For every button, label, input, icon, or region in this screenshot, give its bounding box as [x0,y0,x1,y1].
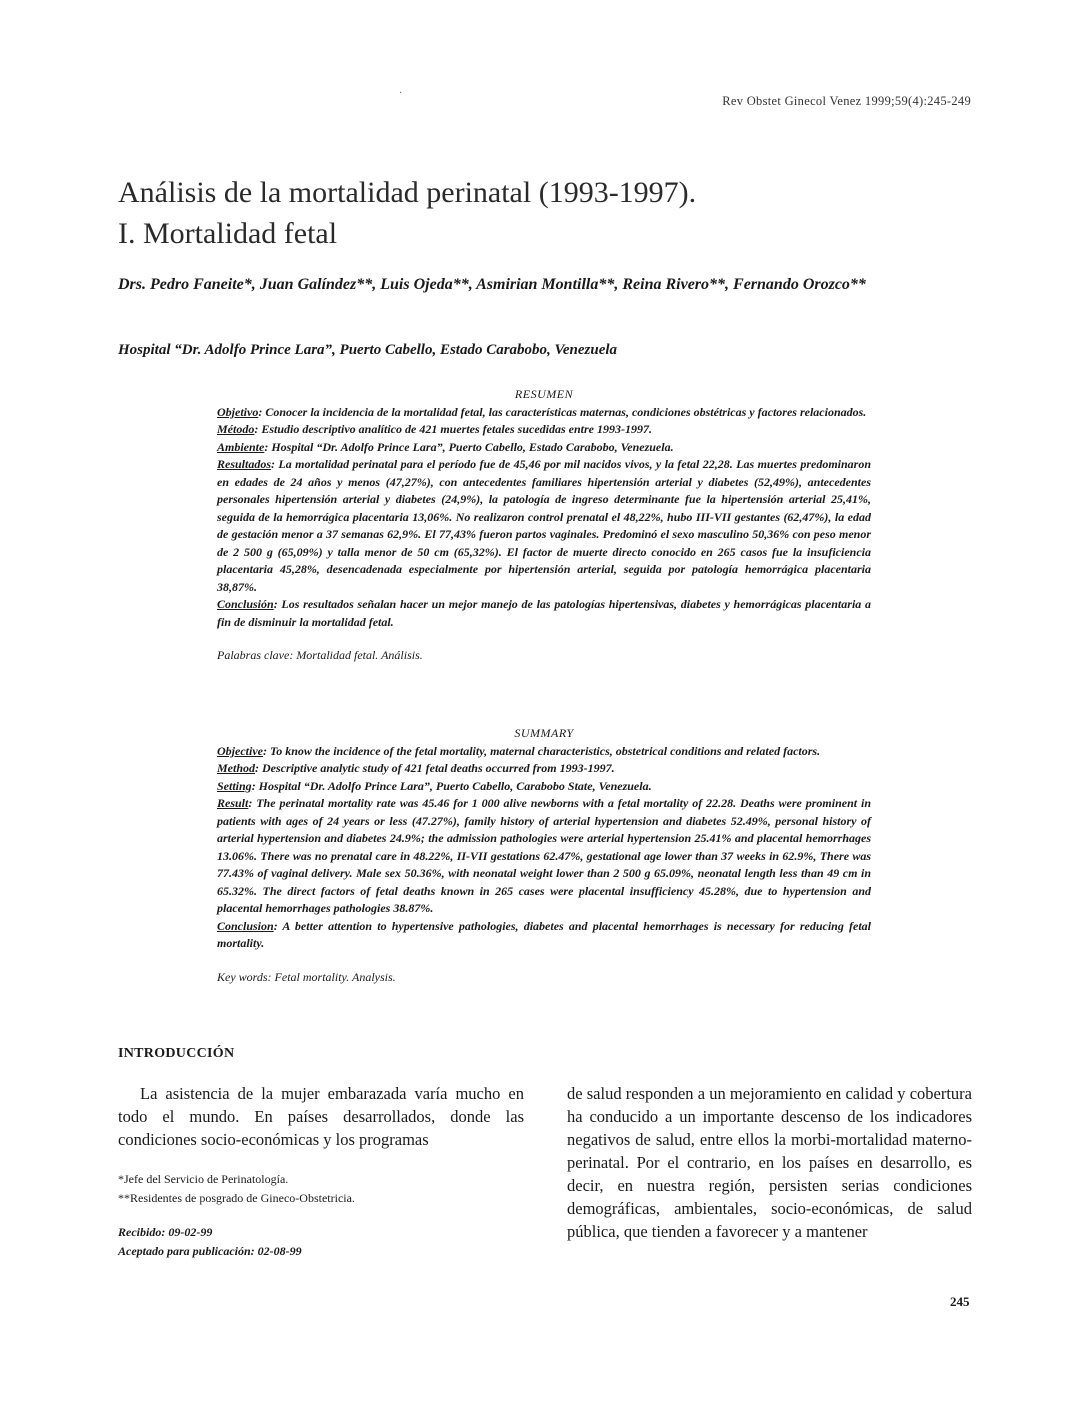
affiliation: Hospital “Dr. Adolfo Prince Lara”, Puerto Cabello, Estado Carabobo, Venezuela [118,342,618,358]
resultados-text: : La mortalidad perinatal para el período fue de 45,46 por mil nacidos vivos, y la fetal 22,28. Las muertes predominaron en edades de 24 años y menos (47,27%), con antecedentes familiares hipertensión arterial y diabetes (52,49%), antecedentes personales hipertensión arterial y diabetes (24,9%), la patología de ingreso determinante fue la hipertensión arterial 25,41%, seguida de la hemorrágica placentaria 13,06%. No realizaron control prenatal el 48,22%, hubo III-VII gestantes (62,47%), la edad de gestación menor a 37 semanas 62,9%. El 77,43% fueron partos vaginales. Predominó el sexo masculino 50,36% con peso menor de 2 500 g (65,09%) y talla menor de 50 cm (65,32%). El factor de muerte directo conocido en 265 casos fue la insuficiencia placentaria 45,28%, desencadenada especialmente por hipertensión arterial, seguida por patología hemorrágica placentaria 38,87%. [217,457,871,594]
conclusion-text: : Los resultados señalan hacer un mejor manejo de las patologías hipertensivas, diabetes y hemorrágicas placentaria a fin de disminuir la mortalidad fetal. [217,597,871,629]
article-title [118,172,696,254]
received-date: Recibido: 09-02-99 [118,1225,213,1239]
section-heading-introduccion: INTRODUCCIÓN [118,1046,235,1061]
key-words: Key words: Fetal mortality. Analysis. [217,969,396,984]
summary-conclusion-label: Conclusion [217,918,274,933]
objective-label: Objective [217,743,263,758]
summary-result [217,795,871,918]
summary-method [217,760,871,778]
author-list: Drs. Pedro Faneite*, Juan Galíndez**, Luis Ojeda**, Asmirian Montilla**, Reina Rivero**, Fernando Orozco** [118,276,866,293]
summary-conclusion-text: : A better attention to hypertensive pathologies, diabetes and placental hemorrhages is necessary for reducing fetal mortality. [217,918,871,950]
resumen-block [217,386,871,665]
result-text: : The perinatal mortality rate was 45.46 for 1 000 alive newborns with a fetal mortality of 22.28. Deaths were prominent in patients with ages of 24 years or less (47.27%), family history of arterial hypertension and diabetes 52.49%, personal history of arterial hypertension and diabetes 24.9%; the admission pathologies were arterial hypertension 25.41% and placental hemorrhages 13.06%. There was no prenatal care in 48.22%, II-VII gestations 62.47%, gestational age lower than 37 weeks in 62.9%, There was 77.43% of vaginal delivery. Male sex 50.36%, with neonatal weight lower than 2 500 g 65.09%, neonatal length less than 49 cm in 65.32%. The direct factors of fetal deaths known in 265 cases were placental insufficiency 45.28%, due to hypertension and placental hemorrhages pathologies 38.87%. [217,796,871,915]
body-column-right: de salud responden a un mejoramiento en calidad y cobertura ha conducido a un importante descenso de los indicadores negativos de salud, entre ellos la morbi-mortalidad materno-perinatal. Por el contrario, en los países en desarrollo, es decir, en nuestra región, persisten serias condiciones demográficas, ambientales, socio-económicas, de salud pública, que tienden a favorecer y a mantener [567,1084,972,1241]
resumen-conclusion [217,596,871,631]
title-line-1: Análisis de la mortalidad perinatal (1993-1997). [118,176,697,209]
resumen-heading: RESUMEN [514,387,574,401]
objetivo-text: : Conocer la incidencia de la mortalidad fetal, las características maternas, condiciones obstétricas y factores relacionados. [258,404,867,419]
objective-text: : To know the incidence of the fetal mortality, maternal characteristics, obstetrical conditions and related factors. [262,743,821,758]
footnotes [118,1170,355,1208]
ambiente-label: Ambiente [217,439,265,454]
page-number: 245 [950,1294,970,1309]
accepted-date: Aceptado para publicación: 02-08-99 [118,1244,302,1258]
summary-block [217,725,871,986]
body-column-left: La asistencia de la mujer embarazada varía mucho en todo el mundo. En países desarrollados, donde las condiciones socio-económicas y los programas [118,1084,524,1149]
title-line-2: I. Mortalidad fetal [118,217,338,250]
resumen-objetivo [217,404,871,422]
result-label: Result [217,796,249,810]
journal-reference: Rev Obstet Ginecol Venez 1999;59(4):245-249 [722,94,971,108]
ambiente-text: : Hospital “Dr. Adolfo Prince Lara”, Puerto Cabello, Estado Carabobo, Venezuela. [264,439,674,454]
summary-setting [217,778,871,796]
stray-mark: · [399,88,403,99]
submission-dates [118,1223,302,1261]
footnote-2: **Residentes de posgrado de Gineco-Obstetricia. [118,1191,355,1205]
footnote-1: *Jefe del Servicio de Perinatología. [118,1172,289,1186]
summary-conclusion [217,918,871,953]
resumen-metodo [217,421,871,439]
resultados-label: Resultados [217,457,272,471]
setting-text: : Hospital “Dr. Adolfo Prince Lara”, Puerto Cabello, Carabobo State, Venezuela. [251,778,652,793]
metodo-text: : Estudio descriptivo analítico de 421 muertes fetales sucedidas entre 1993-1997. [254,422,652,436]
method-text: : Descriptive analytic study of 421 fetal deaths occurred from 1993-1997. [255,761,615,775]
setting-label: Setting [217,778,252,793]
method-label: Method [217,761,256,775]
metodo-label: Método [217,422,255,436]
objetivo-label: Objetivo [217,404,259,419]
resumen-resultados [217,456,871,596]
resumen-ambiente [217,439,871,457]
summary-heading: SUMMARY [514,726,574,740]
palabras-clave: Palabras clave: Mortalidad fetal. Análisis. [217,648,423,662]
summary-objective [217,743,871,761]
conclusion-label: Conclusión [217,597,274,611]
